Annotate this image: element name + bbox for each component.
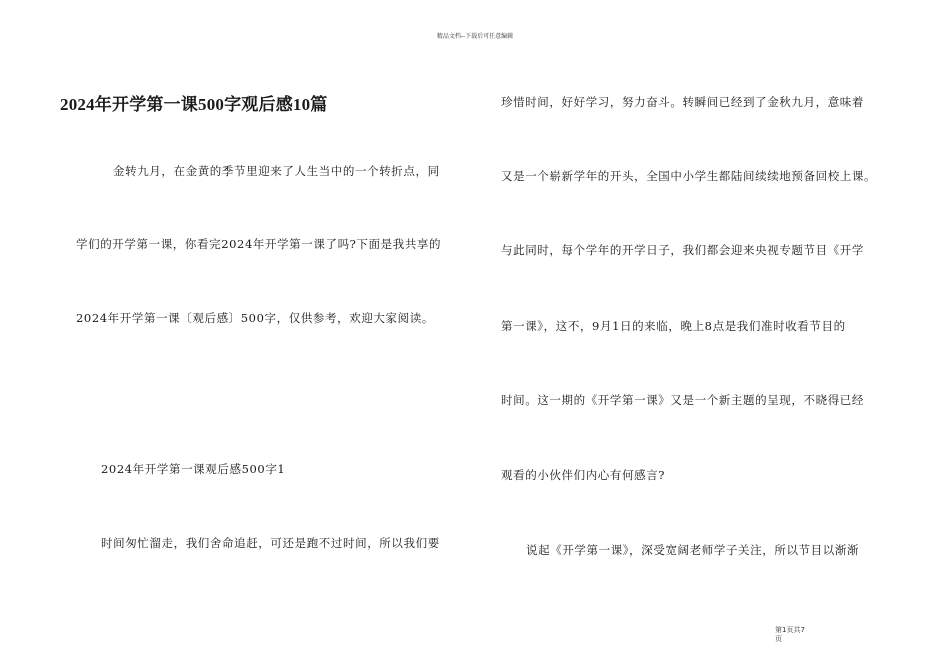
paragraph-line: 第一课》，这不，9月1日的来临，晚上8点是我们准时收看节目的: [501, 319, 846, 333]
paragraph-line: 金转九月，在金黄的季节里迎来了人生当中的一个转折点，同: [113, 164, 440, 178]
section-heading: 2024年开学第一课观后感500字1: [101, 462, 286, 476]
paragraph-line: 珍惜时间，好好学习，努力奋斗。转瞬间已经到了金秋九月，意味着: [501, 95, 864, 109]
paragraph-line: 学们的开学第一课，你看完2024年开学第一课了吗?下面是我共享的: [76, 237, 442, 251]
page-number-line: 页: [775, 635, 782, 643]
paragraph-line: 时间匆忙溜走，我们舍命追赶，可还是跑不过时间，所以我们要: [101, 536, 440, 550]
paragraph-line: 2024年开学第一课〔观后感〕500字，仅供参考，欢迎大家阅读。: [76, 311, 434, 325]
page-header-note: 精品文档--下载后可任意编辑: [436, 33, 514, 40]
paragraph-line: 与此同时，每个学年的开学日子，我们都会迎来央视专题节目《开学: [501, 243, 864, 257]
page-number-line: 第1页共7: [775, 626, 805, 634]
page-number: [775, 626, 835, 644]
paragraph-line: 说起《开学第一课》，深受宽阔老师学子关注，所以节目以渐渐: [526, 543, 860, 557]
paragraph-line: 又是一个崭新学年的开头，全国中小学生都陆间续续地预备回校上课。: [501, 169, 877, 183]
document-title: 2024年开学第一课500字观后感10篇: [60, 95, 328, 114]
paragraph-line: 观看的小伙伴们内心有何感言?: [501, 468, 666, 482]
paragraph-line: 时间。这一期的《开学第一课》又是一个新主题的呈现，不晓得已经: [501, 393, 864, 407]
